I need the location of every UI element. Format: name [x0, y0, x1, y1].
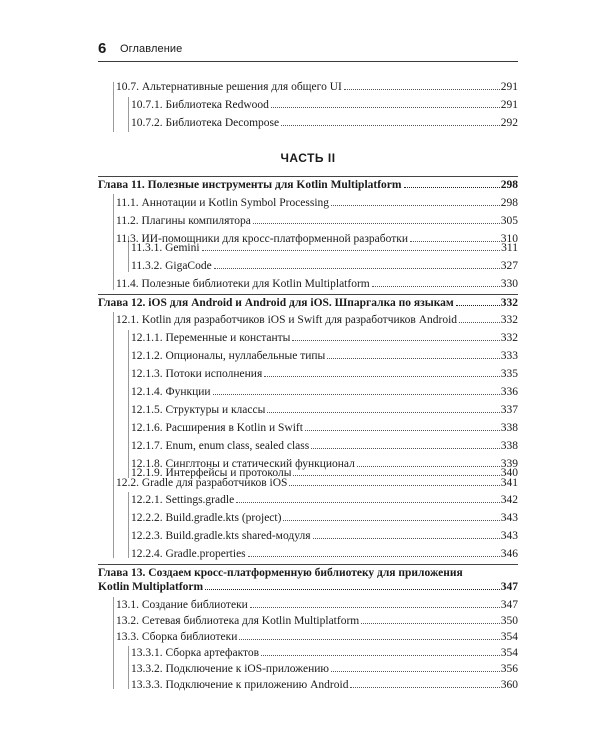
indent-guide [128, 330, 129, 478]
toc-entry[interactable] [131, 367, 518, 381]
leader-dots [248, 556, 500, 557]
leader-dots [267, 412, 499, 413]
toc-entry-page: 340 [500, 467, 518, 479]
toc-entry[interactable] [131, 678, 518, 692]
toc-entry-page: 346 [500, 548, 518, 560]
toc-entry-title: 12.1.8. Синглтоны и статический функционал [131, 458, 355, 470]
leader-dots [292, 340, 499, 341]
indent-guide [128, 646, 129, 689]
toc-entry-page: 291 [500, 81, 518, 93]
leader-dots [331, 671, 500, 672]
toc-entry-title: 13.2. Сетевая библиотека для Kotlin Multiplatform [116, 615, 360, 627]
toc-entry[interactable] [131, 259, 518, 273]
chapter-rule [98, 564, 518, 565]
toc-entry-page: 337 [500, 404, 518, 416]
toc-entry-title: 12.2.2. Build.gradle.kts (project) [131, 512, 282, 524]
toc-entry-title: 12.1.1. Переменные и константы [131, 332, 291, 344]
toc-entry-title: 11.1. Аннотации и Kotlin Symbol Processing [116, 197, 330, 209]
leader-dots [213, 394, 500, 395]
toc-entry-page: 342 [500, 494, 518, 506]
toc-entry-title: 11.3.1. Gemini [131, 242, 200, 254]
leader-dots [289, 485, 499, 486]
leader-dots [236, 502, 500, 503]
part-title: ЧАСТЬ II [280, 151, 336, 165]
indent-guide [113, 312, 114, 558]
toc-entry-title: 12.1.6. Расширения в Kotlin и Swift [131, 422, 303, 434]
toc-entry-page: 291 [500, 99, 518, 111]
leader-dots [283, 520, 499, 521]
toc-entry[interactable] [131, 421, 518, 435]
chapter-rule [98, 294, 518, 295]
chapter-entry-12[interactable] [98, 296, 518, 310]
toc-entry-title: 11.2. Плагины компилятора [116, 215, 251, 227]
toc-entry-page: 356 [500, 663, 518, 675]
toc-entry-page: 354 [500, 631, 518, 643]
toc-entry-title: 12.1.9. Интерфейсы и протоколы [131, 467, 292, 479]
chapter-title: Глава 12. iOS для Android и Android для iOS. Шпаргалка по языкам [98, 297, 454, 309]
leader-dots [459, 322, 500, 323]
toc-entry-page: 332 [500, 332, 518, 344]
page-number: 6 [98, 40, 107, 57]
toc-entry-page: 335 [500, 368, 518, 380]
toc-entry[interactable] [131, 439, 518, 453]
toc-entry-title: 11.4. Полезные библиотеки для Kotlin Multiplatform [116, 278, 370, 290]
chapter-title: Глава 11. Полезные инструменты для Kotlin Multiplatform [98, 179, 402, 191]
toc-entry[interactable] [131, 529, 518, 543]
toc-entry-title: 11.3. ИИ-помощники для кросс-платформенной разработки [116, 233, 408, 245]
toc-entry-title: 12.1.5. Структуры и классы [131, 404, 266, 416]
toc-entry-title: 12.2. Gradle для разработчиков iOS [116, 477, 288, 489]
toc-entry-title: 12.1. Kotlin для разработчиков iOS и Swift для разработчиков Android [116, 314, 458, 326]
toc-entry-title: 13.3.2. Подключение к iOS-приложению [131, 663, 329, 675]
toc-entry-title: 13.3.1. Сборка артефактов [131, 647, 260, 659]
toc-entry[interactable] [116, 614, 518, 628]
leader-dots [350, 687, 499, 688]
toc-entry[interactable] [131, 646, 518, 660]
leader-dots [313, 538, 500, 539]
toc-entry-page: 336 [500, 386, 518, 398]
toc-entry-page: 330 [500, 278, 518, 290]
toc-entry-page: 310 [500, 233, 518, 245]
leader-dots [261, 655, 500, 656]
toc-entry[interactable] [116, 598, 518, 612]
toc-entry-title: 12.1.3. Потоки исполнения [131, 368, 263, 380]
toc-entry-page: 311 [501, 242, 518, 254]
toc-entry-title: 12.1.2. Опционалы, нуллабельные типы [131, 350, 326, 362]
chapter-page: 347 [500, 581, 518, 593]
toc-entry-title: 13.1. Создание библиотеки [116, 599, 248, 611]
toc-entry-page: 332 [500, 314, 518, 326]
toc-entry-page: 338 [500, 422, 518, 434]
toc-entry-page: 333 [500, 350, 518, 362]
toc-entry[interactable] [131, 331, 518, 345]
toc-entry-title: 12.1.4. Функции [131, 386, 211, 398]
toc-entry-title: 10.7.2. Библиотека Decompose [131, 117, 280, 129]
toc-entry[interactable] [116, 630, 518, 644]
chapter-title-line1: Глава 13. Создаем кросс-платформенную библиотеку для приложения [98, 567, 463, 579]
toc-entry[interactable] [131, 241, 518, 255]
chapter-title-line2: Kotlin Multiplatform [98, 581, 204, 593]
toc-entry-title: 12.2.1. Settings.gradle [131, 494, 235, 506]
toc-entry-page: 292 [500, 117, 518, 129]
toc-entry[interactable] [131, 547, 518, 561]
toc-entry[interactable] [131, 511, 518, 525]
indent-guide [113, 597, 114, 689]
toc-entry-title: 12.2.4. Gradle.properties [131, 548, 246, 560]
toc-entry-page: 347 [500, 599, 518, 611]
toc-entry[interactable] [116, 476, 518, 490]
leader-dots [361, 623, 500, 624]
leader-dots [239, 639, 499, 640]
toc-entry-title: 10.7.1. Библиотека Redwood [131, 99, 269, 111]
indent-guide [128, 492, 129, 558]
toc-entry-page: 339 [500, 458, 518, 470]
toc-entry[interactable] [131, 385, 518, 399]
leader-dots [264, 376, 499, 377]
toc-entry-page: 354 [500, 647, 518, 659]
toc-entry-title: 13.3.3. Подключение к приложению Android [131, 679, 349, 691]
toc-entry[interactable] [116, 313, 518, 327]
leader-dots [250, 607, 500, 608]
leader-dots [305, 430, 500, 431]
chapter-entry-13[interactable] [98, 566, 518, 594]
toc-entry-page: 305 [500, 215, 518, 227]
leader-dots [456, 305, 500, 306]
toc-entry[interactable] [131, 493, 518, 507]
toc-entry[interactable] [131, 403, 518, 417]
leader-dots [205, 589, 500, 590]
toc-entry-page: 298 [500, 197, 518, 209]
toc-entry-title: 11.3.2. GigaCode [131, 260, 212, 272]
leader-dots [311, 448, 500, 449]
toc-entry[interactable] [131, 349, 518, 363]
toc-entry-title: 12.2.3. Build.gradle.kts shared-модуля [131, 530, 311, 542]
leader-dots [202, 250, 501, 251]
toc-entry-page: 341 [500, 477, 518, 489]
toc-entry[interactable] [131, 662, 518, 676]
toc-entry-page: 343 [500, 512, 518, 524]
toc-entry-title: 10.7. Альтернативные решения для общего UI [116, 81, 342, 93]
leader-dots [214, 268, 500, 269]
toc-entry-page: 350 [500, 615, 518, 627]
toc-entry-page: 360 [500, 679, 518, 691]
chapter-page: 298 [500, 179, 518, 191]
toc-entry-title: 12.1.7. Enum, enum class, sealed class [131, 440, 310, 452]
toc-entry[interactable] [116, 277, 518, 291]
chapter-title-line2-row [98, 580, 518, 594]
running-title: Оглавление [120, 43, 183, 55]
toc-entry-page: 338 [500, 440, 518, 452]
leader-dots [327, 358, 499, 359]
chapter-page: 332 [500, 297, 518, 309]
toc-entry-page: 327 [500, 260, 518, 272]
leader-dots [372, 286, 500, 287]
toc-entry-page: 343 [500, 530, 518, 542]
toc-entry-title: 13.3. Сборка библиотеки [116, 631, 238, 643]
